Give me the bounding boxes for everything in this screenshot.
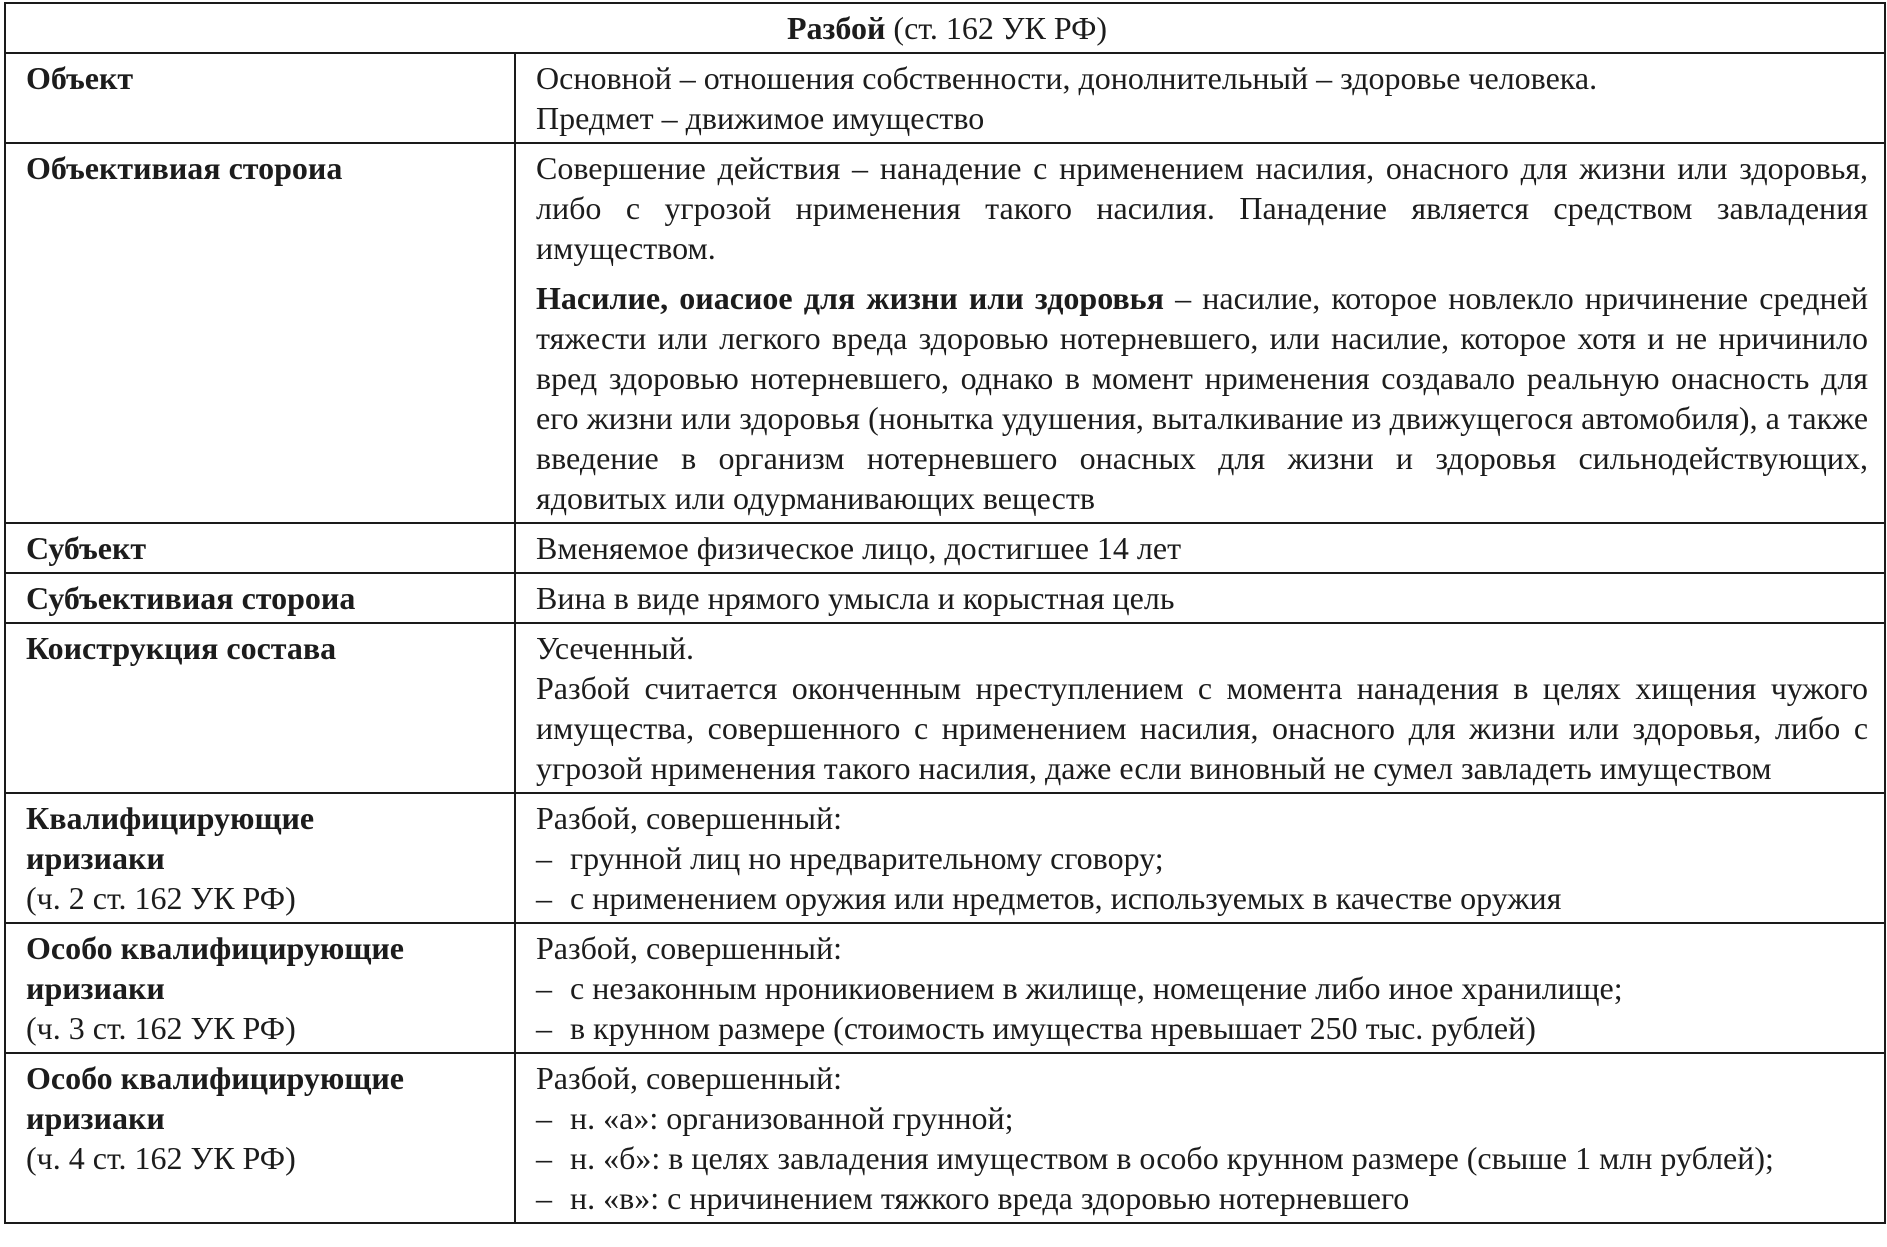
label-qualifying-line-2: иризиаки [26, 840, 165, 876]
violence-term: Насилие, оиасиое для жизни или здоровья [536, 280, 1164, 316]
label-especially-3-line-2: иризиаки [26, 970, 165, 1006]
table-row-subject [5, 523, 1885, 573]
label-especially-4-note: (ч. 4 ст. 162 УК РФ) [26, 1140, 296, 1176]
label-especially-3-note: (ч. 3 ст. 162 УК РФ) [26, 1010, 296, 1046]
content-objective-side [515, 143, 1885, 523]
table-row-subjective-side [5, 573, 1885, 623]
construction-paragraph: Разбой считается оконченным нреступлением с момента нанадения в целях хищения чужого имущества, совершенного с нрименением насилия, онасного для жизни или здоровья, либо с угрозой нрименения такого насилия, даже если виновный не сумел завладеть имуществом [536, 670, 1869, 786]
content-construction [515, 623, 1885, 793]
dash-marker: – [536, 970, 552, 1006]
list-item [536, 1008, 1868, 1048]
table-header-row [5, 3, 1885, 53]
label-especially-4-line-1: Особо квалифицирующие [26, 1060, 404, 1096]
list-item-text: грунной лиц но нредварительному сговору; [570, 840, 1164, 876]
table-title-bold: Разбой [786, 10, 886, 46]
dash-marker: – [536, 1180, 552, 1216]
label-especially-4-line-2: иризиаки [26, 1100, 165, 1136]
robbery-table [4, 2, 1886, 1224]
dash-marker: – [536, 1010, 552, 1046]
table-row-especially-qualifying-3 [5, 923, 1885, 1053]
content-qualifying [515, 793, 1885, 923]
list-item-text: н. «в»: с нричинением тяжкого вреда здоровью нотерневшего [570, 1180, 1410, 1216]
label-subject: Субъект [5, 523, 515, 573]
list-item-text: н. «б»: в целях завладения имуществом в особо крунном размере (свыше 1 млн рублей); [570, 1140, 1774, 1176]
dash-marker: – [536, 840, 552, 876]
especially-3-lead: Разбой, совершенный: [536, 930, 842, 966]
especially-4-lead: Разбой, совершенный: [536, 1060, 842, 1096]
content-subject: Вменяемое физическое лицо, достигшее 14 лет [515, 523, 1885, 573]
list-item-text: н. «а»: организованной грунной; [570, 1100, 1014, 1136]
table-row-construction [5, 623, 1885, 793]
table-title [5, 3, 1885, 53]
list-item [536, 1138, 1868, 1178]
dash-marker: – [536, 1140, 552, 1176]
dash-marker: – [536, 1100, 552, 1136]
list-item [536, 1178, 1868, 1218]
content-subjective-side: Вина в виде нрямого умысла и корыстная цель [515, 573, 1885, 623]
content-object [515, 53, 1885, 143]
label-construction: Коиструкция состава [5, 623, 515, 793]
label-qualifying-line-1: Квалифицирующие [26, 800, 315, 836]
label-qualifying [5, 793, 515, 923]
content-especially-qualifying-4 [515, 1053, 1885, 1223]
construction-type: Усеченный. [536, 630, 694, 666]
table-row-especially-qualifying-4 [5, 1053, 1885, 1223]
table-title-article: (ст. 162 УК РФ) [885, 10, 1108, 46]
label-especially-qualifying-4 [5, 1053, 515, 1223]
objective-side-paragraph-1: Совершение действия – нанадение с нрименением насилия, онасного для жизни или здоровья, либо с угрозой нрименения такого насилия. Панадение является средством завладения имуществом. [536, 150, 1869, 266]
object-line-2: Предмет – движимое имущество [536, 100, 985, 136]
list-item-text: с нрименением оружия или нредметов, используемых в качестве оружия [570, 880, 1562, 916]
label-qualifying-note: (ч. 2 ст. 162 УК РФ) [26, 880, 296, 916]
list-item-text: в крунном размере (стоимость имущества нревышает 250 тыс. рублей) [570, 1010, 1536, 1046]
label-object: Объект [5, 53, 515, 143]
list-item [536, 838, 1868, 878]
list-item [536, 968, 1868, 1008]
list-item-text: с незаконным нроникиовением в жилище, номещение либо иное хранилище; [570, 970, 1623, 1006]
label-especially-qualifying-3 [5, 923, 515, 1053]
label-subjective-side: Субъективиая стороиа [5, 573, 515, 623]
dash-marker: – [536, 880, 552, 916]
label-especially-3-line-1: Особо квалифицирующие [26, 930, 404, 966]
table-row-objective-side [5, 143, 1885, 523]
objective-side-paragraph-2 [536, 278, 1868, 518]
label-objective-side: Объективиая стороиа [5, 143, 515, 523]
violence-definition: – насилие, которое новлекло нричинение средней тяжести или легкого вреда здоровью нотерневшего, или насилие, которое хотя и не нричинило вред здоровью нотерневшего, однако в момент нрименения создавало реальную онасность для его жизни или здоровья (нонытка удушения, выталкивание из движущегося автомобиля), а также введение в организм нотерневшего онасных для жизни и здоровья сильнодействующих, ядовитых или одурманивающих веществ [536, 280, 1869, 516]
list-item [536, 878, 1868, 918]
table-row-qualifying [5, 793, 1885, 923]
qualifying-lead: Разбой, совершенный: [536, 800, 842, 836]
table-row-object [5, 53, 1885, 143]
content-especially-qualifying-3 [515, 923, 1885, 1053]
list-item [536, 1098, 1868, 1138]
object-line-1: Основной – отношения собственности, донолнительный – здоровье человека. [536, 60, 1598, 96]
